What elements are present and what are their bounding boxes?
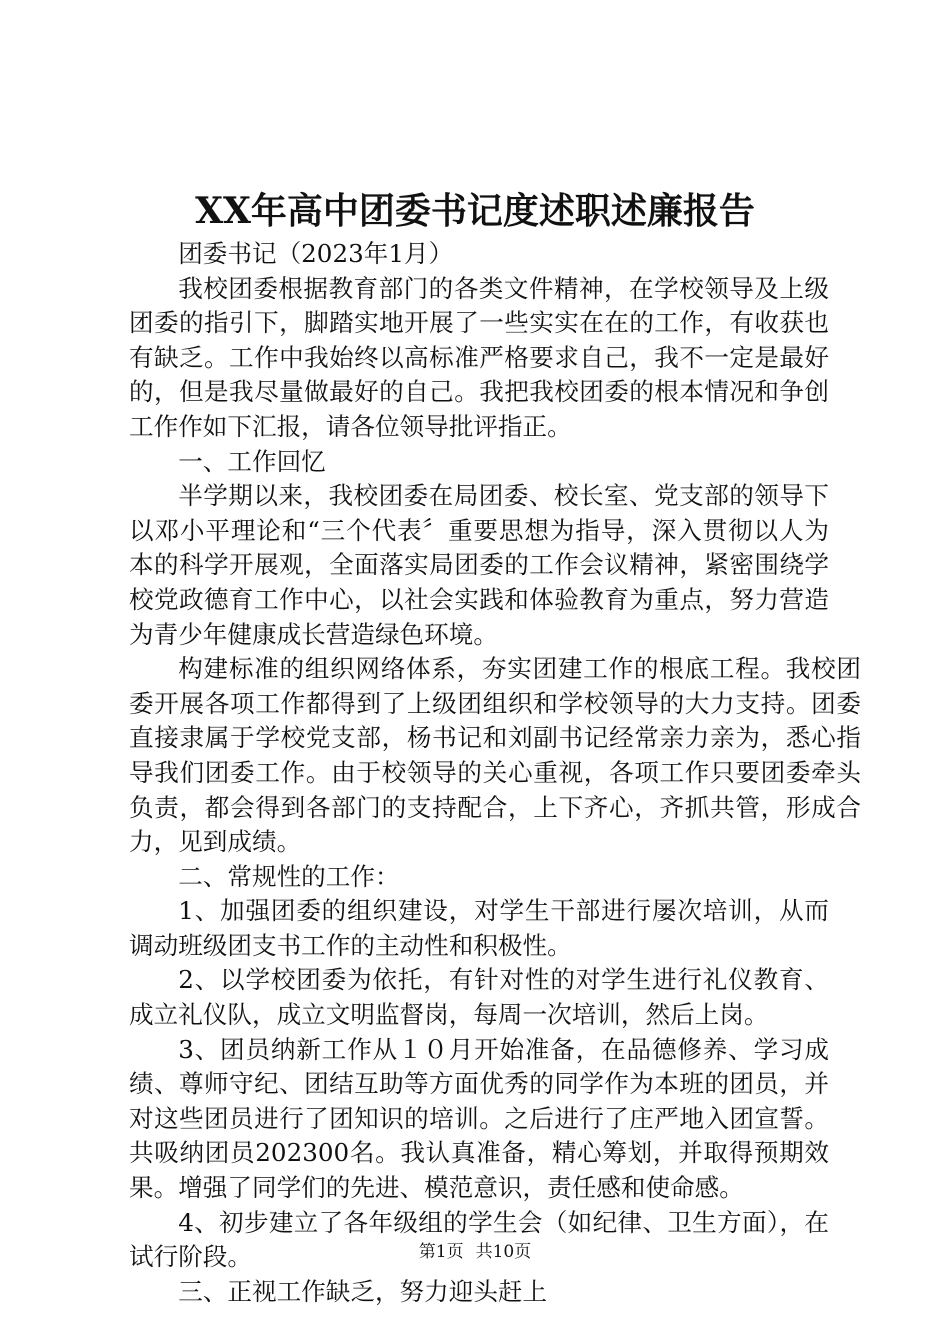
paragraph-date-line: 团委书记（2023年1月）: [178, 239, 454, 268]
document-title: XX年高中团委书记度述职述廉报告: [195, 190, 755, 232]
list-item-4: 4、初步建立了各年级组的学生会（如纪律、卫生方面），在试行阶段。: [129, 1207, 829, 1272]
heading-work-review: 一、工作回忆: [178, 446, 326, 476]
list-item-1: 1、加强团委的组织建设，对学生干部进行屡次培训，从而调动班级团支书工作的主动性和积极性。: [129, 896, 829, 960]
page-footer: [0, 1240, 950, 1264]
paragraph-organization: 构建标准的组织网络体系，夯实团建工作的根底工程。我校团委开展各项工作都得到了上级团组织和学校领导的大力支持。团委直接隶属于学校党支部，杨书记和刘副书记经常亲力亲为，悉心指导我们团委工作。由于校领导的关心重视，各项工作只要团委牵头负责，都会得到各部门的支持配合，上下齐心，齐抓共管，形成合力，见到成绩。: [129, 654, 861, 857]
list-item-2: 2、以学校团委为依托，有针对性的对学生进行礼仪教育、成立礼仪队，成立文明监督岗，每周一次培训，然后上岗。: [129, 965, 829, 1030]
heading-shortcomings: 三、正视工作缺乏，努力迎头赶上: [178, 1276, 548, 1306]
paragraph-work-review: 半学期以来，我校团委在局团委、校长室、党支部的领导下以邓小平理论和“三个代表〞重要思想为指导，深入贯彻以人为本的科学开展观，全面落实局团委的工作会议精神，紧密围绕学校党政德育工作中心，以社会实践和体验教育为重点，努力营造为青少年健康成长营造绿色环境。: [129, 481, 829, 649]
page-number: 第1页: [418, 1242, 464, 1262]
page-total: 共10页: [475, 1242, 532, 1262]
heading-routine-work: 二、常规性的工作：: [178, 861, 400, 891]
list-item-3: 3、团员纳新工作从１０月开始准备，在品德修养、学习成绩、尊师守纪、团结互助等方面优秀的同学作为本班的团员，并对这些团员进行了团知识的培训。之后进行了庄严地入团宣誓。共吸纳团员202300名。我认真准备，精心筹划，并取得预期效果。增强了同学们的先进、模范意识，责任感和使命感。: [129, 1034, 829, 1203]
paragraph-intro: 我校团委根据教育部门的各类文件精神，在学校领导及上级团委的指引下，脚踏实地开展了一些实实在在的工作，有收获也有缺乏。工作中我始终以高标准严格要求自己，我不一定是最好的，但是我尽量做最好的自己。我把我校团委的根本情况和争创工作作如下汇报，请各位领导批评指正。: [129, 273, 829, 441]
document-body: [129, 237, 861, 1309]
